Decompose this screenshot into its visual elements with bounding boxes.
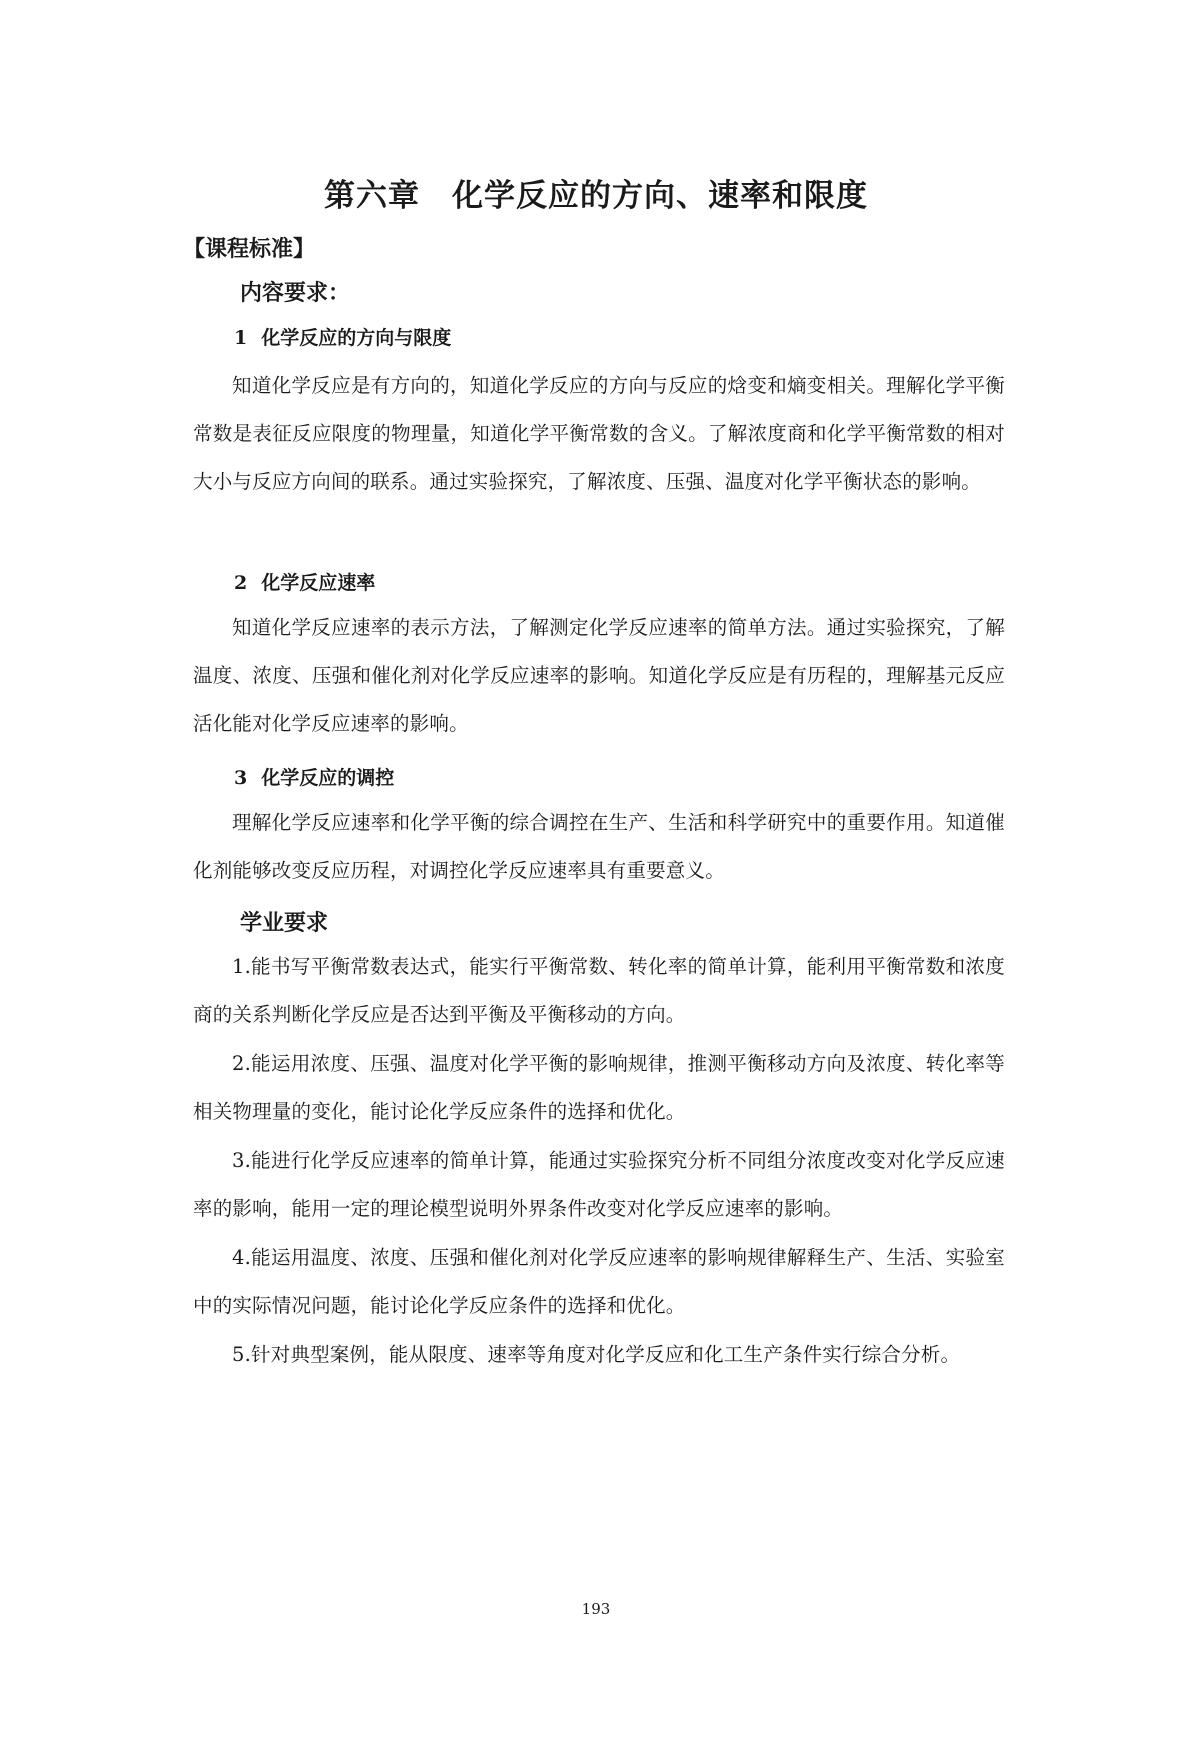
content-item-number: 3 — [234, 767, 248, 789]
content-item-paragraph: 知道化学反应是有方向的，知道化学反应的方向与反应的焓变和熵变相关。理解化学平衡常数是表征反应限度的物理量，知道化学平衡常数的含义。了解浓度商和化学平衡常数的相对大小与反应方向间的联系。通过实验探究，了解浓度、压强、温度对化学平衡状态的影响。 — [193, 374, 1005, 493]
content-item-heading — [234, 323, 451, 350]
content-item-heading — [234, 568, 375, 595]
page-number: 193 — [581, 1600, 611, 1618]
academic-requirement-item: 4.能运用温度、浓度、压强和催化剂对化学反应速率的影响规律解释生产、生活、实验室中的实际情况问题，能讨论化学反应条件的选择和优化。 — [193, 1246, 1005, 1317]
academic-requirement-item: 2.能运用浓度、压强、温度对化学平衡的影响规律，推测平衡移动方向及浓度、转化率等相关物理量的变化，能讨论化学反应条件的选择和优化。 — [193, 1052, 1005, 1123]
content-item-title: 化学反应的方向与限度 — [261, 327, 452, 349]
content-item-number: 2 — [234, 572, 248, 594]
content-item-title: 化学反应的调控 — [261, 767, 395, 789]
content-item-number: 1 — [234, 327, 248, 349]
content-item-title: 化学反应速率 — [261, 572, 376, 594]
academic-requirement-item: 5.针对典型案例，能从限度、速率等角度对化学反应和化工生产条件实行综合分析。 — [232, 1343, 961, 1366]
academic-requirements-heading: 学业要求 — [240, 911, 329, 936]
content-requirements-heading: 内容要求： — [240, 281, 351, 306]
academic-requirement-item: 3.能进行化学反应速率的简单计算，能通过实验探究分析不同组分浓度改变对化学反应速率的影响，能用一定的理论模型说明外界条件改变对化学反应速率的影响。 — [193, 1149, 1005, 1220]
academic-requirement-item: 1.能书写平衡常数表达式，能实行平衡常数、转化率的简单计算，能利用平衡常数和浓度商的关系判断化学反应是否达到平衡及平衡移动的方向。 — [193, 955, 1005, 1026]
content-item-paragraph: 知道化学反应速率的表示方法，了解测定化学反应速率的简单方法。通过实验探究，了解温度、浓度、压强和催化剂对化学反应速率的影响。知道化学反应是有历程的，理解基元反应活化能对化学反应速率的影响。 — [193, 616, 1005, 735]
chapter-title: 第六章 化学反应的方向、速率和限度 — [324, 178, 868, 214]
course-standard-heading: 【课程标准】 — [183, 237, 316, 262]
content-item-heading — [234, 763, 394, 790]
content-item-paragraph: 理解化学反应速率和化学平衡的综合调控在生产、生活和科学研究中的重要作用。知道催化剂能够改变反应历程，对调控化学反应速率具有重要意义。 — [193, 811, 1005, 882]
